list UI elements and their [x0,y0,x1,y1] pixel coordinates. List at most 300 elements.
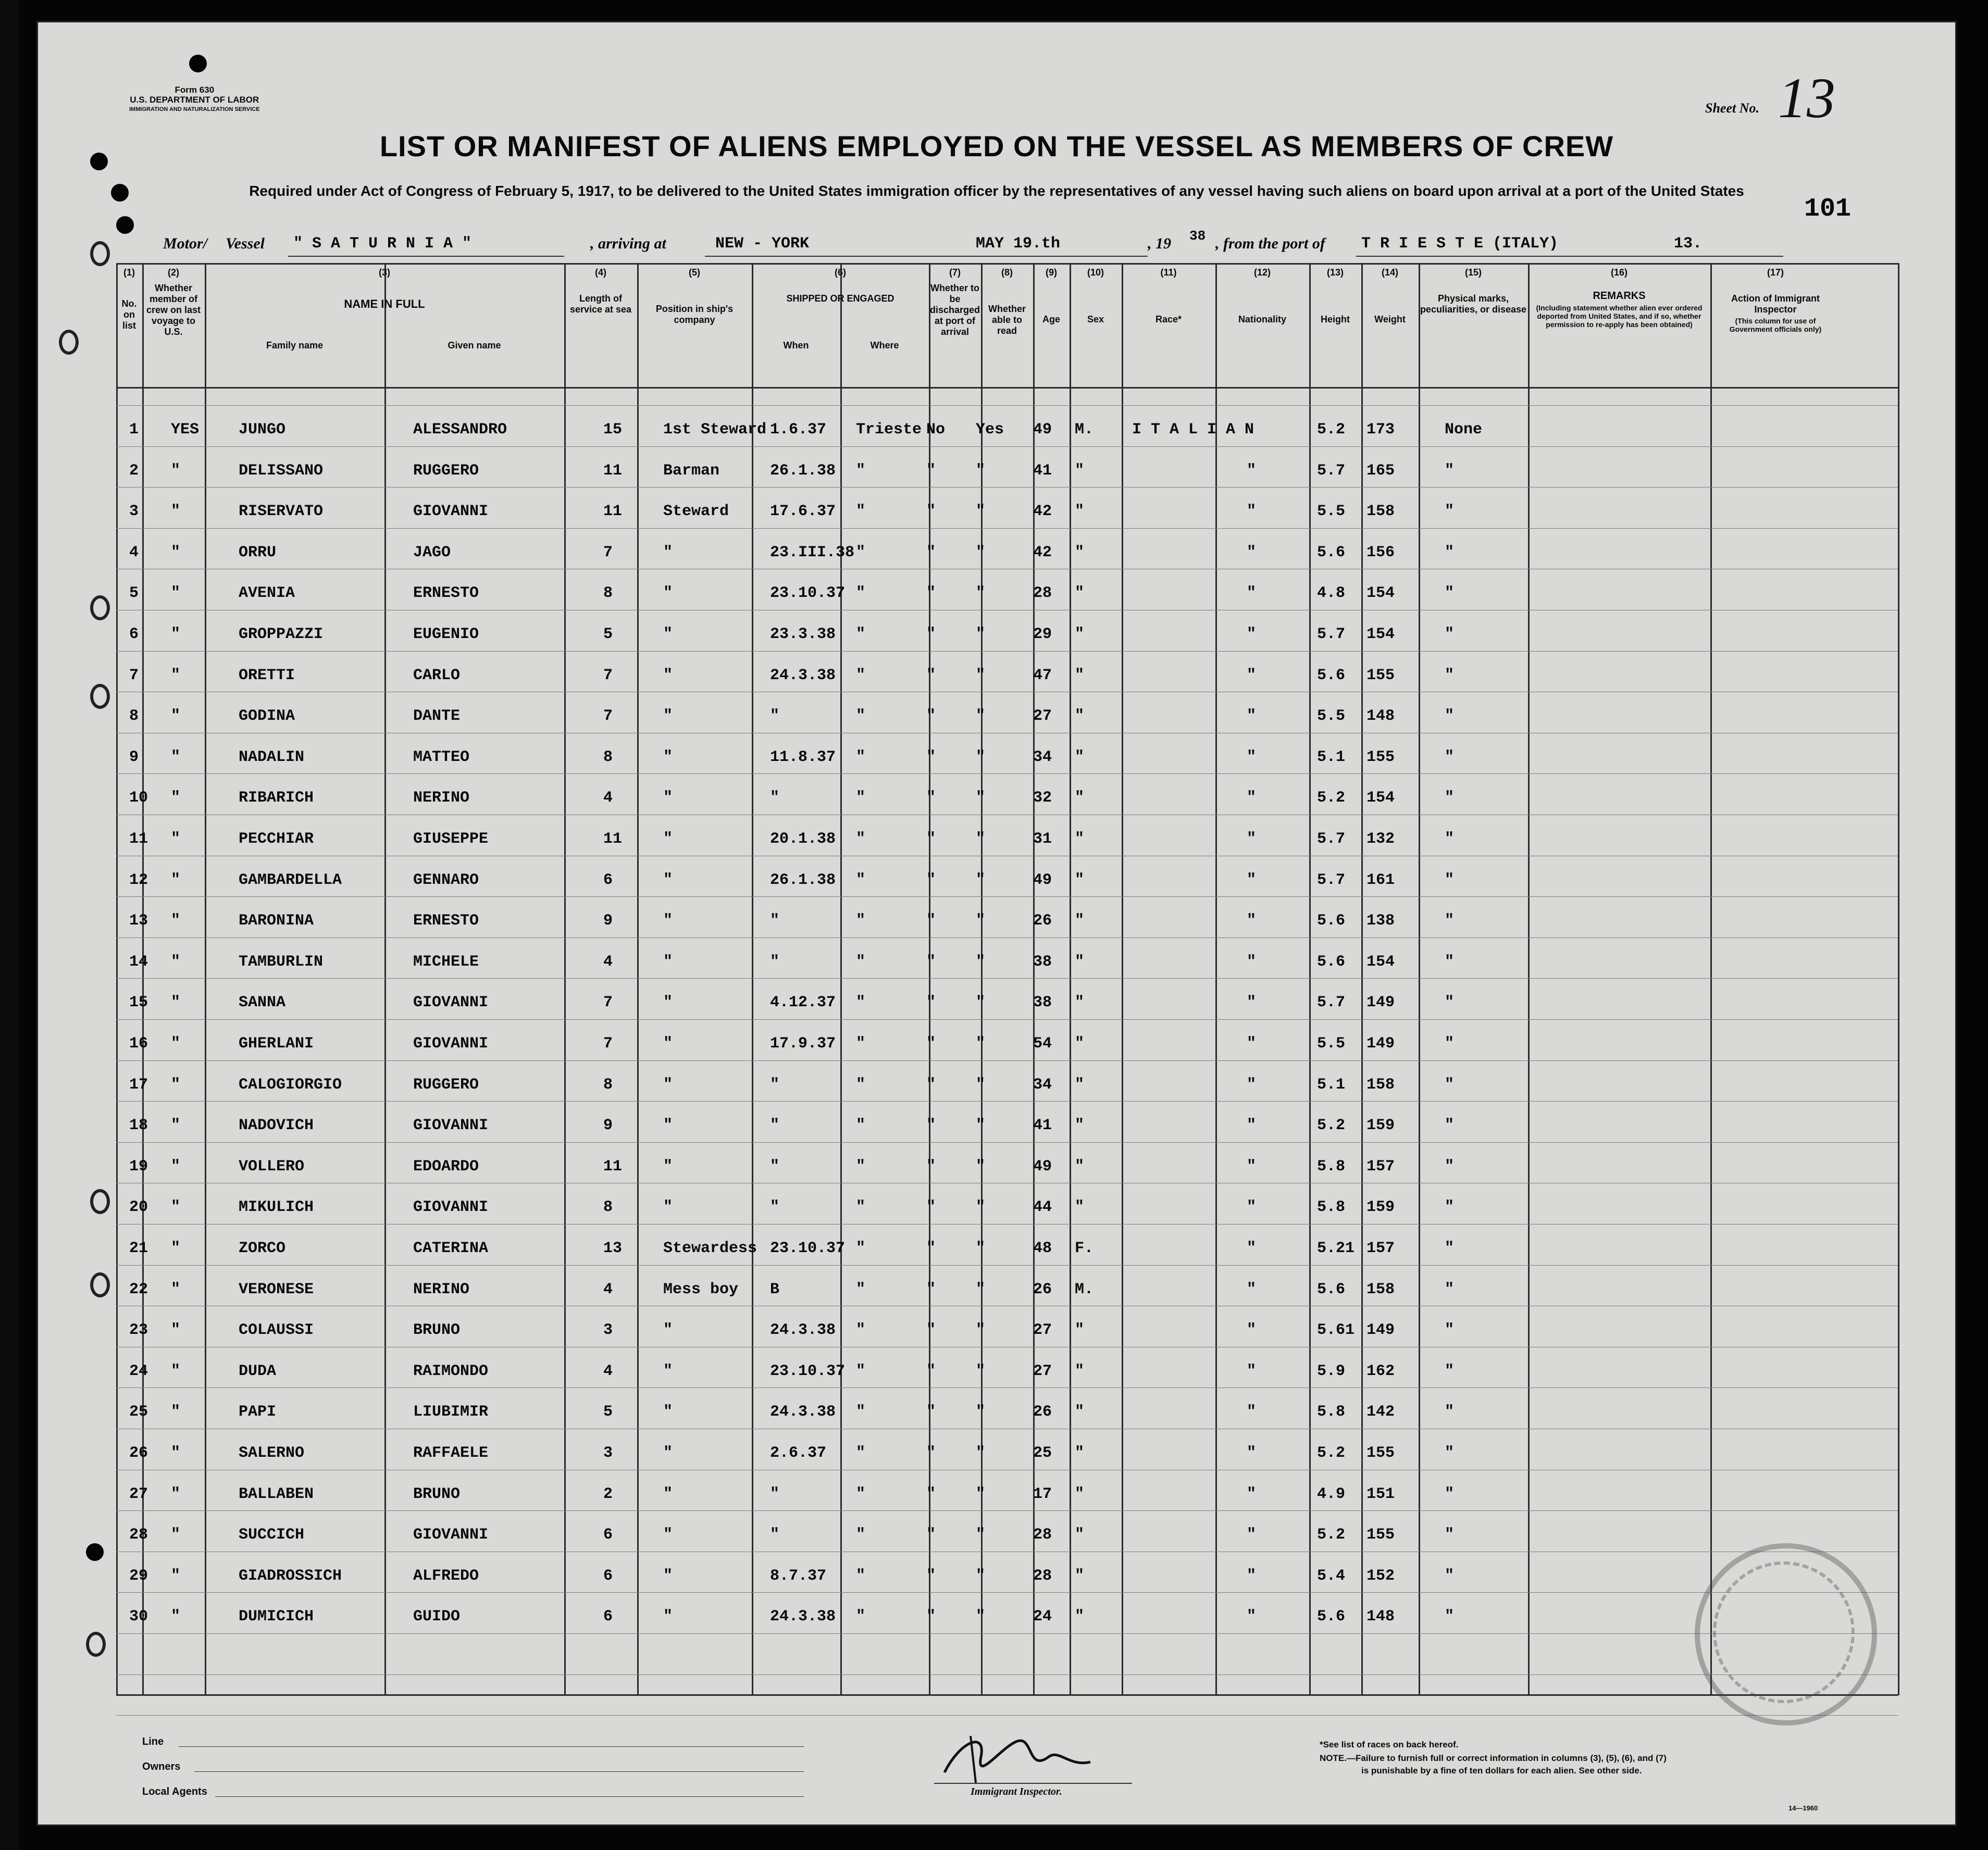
table-column-rule [1710,263,1712,1695]
table-column-rule [637,263,639,1695]
row-8-cell-17: " [1445,707,1455,726]
row-21-cell-8: " [856,1240,866,1257]
row-26-cell-10: " [976,1444,986,1462]
row-27-cell-8: " [856,1485,866,1503]
row-15-cell-2: " [171,994,181,1012]
row-29-cell-11: 28 [1033,1567,1052,1585]
table-row-rule [116,1060,1898,1061]
row-24-cell-3: DUDA [239,1362,277,1380]
row-6-cell-10: " [976,626,986,643]
row-27-cell-10: " [976,1485,986,1503]
row-14-cell-14: " [1247,953,1257,971]
row-10-cell-8: " [856,789,866,807]
table-column-rule [1361,263,1363,1695]
row-3-cell-10: " [976,503,986,521]
row-1-cell-10: Yes [976,421,1004,439]
row-4-cell-9: " [926,543,936,561]
row-12-cell-11: 49 [1033,871,1052,889]
row-28-cell-16: 155 [1366,1526,1395,1544]
row-25-cell-16: 142 [1366,1403,1395,1421]
row-2-cell-8: " [856,461,866,480]
row-21-cell-14: " [1247,1240,1257,1257]
row-29-cell-17: " [1445,1567,1455,1585]
service: IMMIGRATION AND NATURALIZATION SERVICE [129,106,260,113]
row-23-cell-7: 24.3.38 [770,1321,836,1340]
col-header-action: Action of Immigrant Inspector [1731,293,1820,315]
col-num-3: (3) [379,267,390,278]
row-20-cell-3: MIKULICH [239,1198,314,1217]
row-26-cell-4: RAFFAELE [413,1444,489,1462]
form-block [129,85,260,115]
from-label: , from the port of [1215,235,1325,252]
table-column-rule [752,263,753,1695]
row-2-cell-4: RUGGERO [413,461,479,480]
row-16-cell-2: " [171,1035,181,1053]
row-19-cell-11: 49 [1033,1157,1052,1176]
row-2-cell-9: " [926,461,936,480]
year-prefix: , 19 [1148,235,1171,252]
form-code: 14—1960 [1788,1804,1818,1812]
row-21-cell-3: ZORCO [239,1240,286,1257]
row-26-cell-2: " [171,1444,181,1462]
row-26-cell-14: " [1247,1444,1257,1462]
col-header-sex: Sex [1087,314,1104,324]
row-8-cell-7: " [770,707,780,726]
row-8-cell-4: DANTE [413,707,461,726]
row-28-cell-3: SUCCICH [239,1526,305,1544]
row-20-cell-2: " [171,1198,181,1217]
row-17-cell-4: RUGGERO [413,1076,479,1094]
row-19-cell-8: " [856,1157,866,1176]
row-5-cell-9: " [926,584,936,603]
row-28-cell-15: 5.2 [1317,1526,1346,1544]
row-2-cell-11: 41 [1033,461,1052,480]
row-26-cell-16: 155 [1366,1444,1395,1462]
row-26-cell-15: 5.2 [1317,1444,1346,1462]
row-3-cell-11: 42 [1033,503,1052,521]
row-6-cell-9: " [926,626,936,643]
col-header-position: Position in ship's company [655,304,734,325]
row-19-cell-15: 5.8 [1317,1157,1346,1176]
col-header-member: Whether member of crew on last voyage to U.S. [146,283,201,337]
row-29-cell-1: 29 [129,1567,148,1585]
row-17-cell-8: " [856,1076,866,1094]
row-25-cell-12: " [1075,1403,1085,1421]
row-16-cell-15: 5.5 [1317,1035,1346,1053]
row-24-cell-5: 4 [603,1362,613,1380]
row-16-cell-6: " [663,1035,673,1053]
table-row-rule [116,1592,1898,1593]
row-24-cell-4: RAIMONDO [413,1362,489,1380]
row-4-cell-16: 156 [1366,543,1395,561]
from-port: T R I E S T E (ITALY) [1361,235,1559,253]
row-8-cell-5: 7 [603,707,613,726]
row-1-cell-17: None [1445,421,1483,439]
row-27-cell-1: 27 [129,1485,148,1503]
row-23-cell-11: 27 [1033,1321,1052,1340]
row-23-cell-16: 149 [1366,1321,1395,1340]
row-25-cell-15: 5.8 [1317,1403,1346,1421]
row-4-cell-2: " [171,543,181,561]
row-19-cell-5: 11 [603,1157,623,1176]
row-12-cell-12: " [1075,871,1085,889]
row-7-cell-5: 7 [603,666,613,684]
row-20-cell-5: 8 [603,1198,613,1217]
row-12-cell-5: 6 [603,871,613,889]
row-13-cell-1: 13 [129,912,148,930]
row-16-cell-1: 16 [129,1035,148,1053]
row-9-cell-7: 11.8.37 [770,748,836,766]
row-30-cell-17: " [1445,1608,1455,1626]
row-8-cell-1: 8 [129,707,139,726]
row-18-cell-17: " [1445,1117,1455,1135]
table-column-rule [840,263,842,1695]
punch-hole [189,55,207,72]
row-16-cell-17: " [1445,1035,1455,1053]
row-8-cell-11: 27 [1033,707,1052,726]
row-15-cell-12: " [1075,994,1085,1012]
row-22-cell-5: 4 [603,1280,613,1298]
motor-label: Motor/ [163,235,208,252]
row-16-cell-14: " [1247,1035,1257,1053]
row-5-cell-16: 154 [1366,584,1395,603]
row-25-cell-9: " [926,1403,936,1421]
row-2-cell-5: 11 [603,461,623,480]
row-11-cell-8: " [856,830,866,848]
row-28-cell-6: " [663,1526,673,1544]
row-12-cell-9: " [926,871,936,889]
row-21-cell-6: Stewardess [663,1240,757,1257]
row-28-cell-12: " [1075,1526,1085,1544]
row-15-cell-4: GIOVANNI [413,994,489,1012]
row-22-cell-4: NERINO [413,1280,470,1298]
col-header-nationality: Nationality [1238,314,1286,324]
row-11-cell-15: 5.7 [1317,830,1346,848]
col-header-discharged: Whether to be discharged at port of arrival [929,283,980,337]
row-2-cell-6: Barman [663,461,720,480]
row-7-cell-11: 47 [1033,666,1052,684]
row-16-cell-10: " [976,1035,986,1053]
row-10-cell-10: " [976,789,986,807]
col-header-physical: Physical marks, peculiarities, or disease [1420,293,1527,315]
row-11-cell-3: PECCHIAR [239,830,314,848]
row-1-cell-3: JUNGO [239,421,286,439]
row-15-cell-16: 149 [1366,994,1395,1012]
row-6-cell-4: EUGENIO [413,626,479,643]
row-1-cell-9: No [926,421,946,439]
row-3-cell-16: 158 [1366,503,1395,521]
row-30-cell-5: 6 [603,1608,613,1626]
row-11-cell-17: " [1445,830,1455,848]
row-28-cell-10: " [976,1526,986,1544]
row-15-cell-10: " [976,994,986,1012]
row-13-cell-14: " [1247,912,1257,930]
row-12-cell-1: 12 [129,871,148,889]
row-30-cell-16: 148 [1366,1608,1395,1626]
row-13-cell-8: " [856,912,866,930]
row-11-cell-12: " [1075,830,1085,848]
row-10-cell-15: 5.2 [1317,789,1346,807]
row-23-cell-10: " [976,1321,986,1340]
row-13-cell-2: " [171,912,181,930]
row-8-cell-15: 5.5 [1317,707,1346,726]
row-28-cell-17: " [1445,1526,1455,1544]
col-num-8: (8) [1001,267,1013,278]
row-16-cell-8: " [856,1035,866,1053]
binder-ring [90,1189,110,1214]
col-num-1: (1) [123,267,135,278]
row-18-cell-7: " [770,1117,780,1135]
row-3-cell-3: RISERVATO [239,503,324,521]
row-9-cell-3: NADALIN [239,748,305,766]
row-2-cell-12: " [1075,461,1085,480]
table-row-rule [116,405,1898,406]
row-30-cell-3: DUMICICH [239,1608,314,1626]
row-16-cell-9: " [926,1035,936,1053]
row-21-cell-12: F. [1075,1240,1094,1257]
row-13-cell-12: " [1075,912,1085,930]
row-3-cell-12: " [1075,503,1085,521]
row-14-cell-8: " [856,953,866,971]
row-10-cell-7: " [770,789,780,807]
row-14-cell-7: " [770,953,780,971]
department: U.S. DEPARTMENT OF LABOR [130,95,259,105]
row-20-cell-14: " [1247,1198,1257,1217]
row-20-cell-17: " [1445,1198,1455,1217]
row-6-cell-16: 154 [1366,626,1395,643]
row-7-cell-7: 24.3.38 [770,666,836,684]
row-15-cell-15: 5.7 [1317,994,1346,1012]
row-16-cell-3: GHERLANI [239,1035,314,1053]
row-26-cell-3: SALERNO [239,1444,305,1462]
row-2-cell-15: 5.7 [1317,461,1346,480]
row-12-cell-7: 26.1.38 [770,871,836,889]
row-10-cell-3: RIBARICH [239,789,314,807]
row-20-cell-9: " [926,1198,936,1217]
row-1-cell-1: 1 [129,421,139,439]
row-9-cell-17: " [1445,748,1455,766]
table-row-rule [116,387,1898,389]
table-row-rule [116,773,1898,774]
row-9-cell-4: MATTEO [413,748,470,766]
row-3-cell-4: GIOVANNI [413,503,489,521]
row-18-cell-10: " [976,1117,986,1135]
row-13-cell-17: " [1445,912,1455,930]
row-23-cell-15: 5.61 [1317,1321,1355,1340]
col-header-age: Age [1042,314,1060,324]
row-6-cell-2: " [171,626,181,643]
row-7-cell-12: " [1075,666,1085,684]
row-8-cell-6: " [663,707,673,726]
row-16-cell-12: " [1075,1035,1085,1053]
row-5-cell-4: ERNESTO [413,584,479,603]
row-5-cell-1: 5 [129,584,139,603]
arriving-label: , arriving at [590,235,666,252]
row-5-cell-8: " [856,584,866,603]
row-8-cell-3: GODINA [239,707,295,726]
binder-ring [90,684,110,709]
table-column-rule [1122,263,1123,1695]
row-15-cell-7: 4.12.37 [770,994,836,1012]
row-25-cell-17: " [1445,1403,1455,1421]
row-28-cell-1: 28 [129,1526,148,1544]
row-5-cell-12: " [1075,584,1085,603]
row-19-cell-1: 19 [129,1157,148,1176]
row-26-cell-1: 26 [129,1444,148,1462]
row-4-cell-4: JAGO [413,543,451,561]
row-23-cell-17: " [1445,1321,1455,1340]
row-11-cell-11: 31 [1033,830,1052,848]
row-7-cell-4: CARLO [413,666,461,684]
row-11-cell-16: 132 [1366,830,1395,848]
col-num-14: (14) [1381,267,1398,278]
row-22-cell-16: 158 [1366,1280,1395,1298]
col-header-remarks-note: (Including statement whether alien ever ordered deported from United States, and if so, whether permission to re-apply has been obtained) [1536,304,1703,329]
row-27-cell-15: 4.9 [1317,1485,1346,1503]
row-20-cell-8: " [856,1198,866,1217]
row-15-cell-11: 38 [1033,994,1052,1012]
row-17-cell-11: 34 [1033,1076,1052,1094]
row-1-cell-8: Trieste [856,421,922,439]
col-header-weight: Weight [1374,314,1406,324]
row-15-cell-17: " [1445,994,1455,1012]
table-row-rule [116,528,1898,529]
row-13-cell-15: 5.6 [1317,912,1346,930]
manifest-table [116,263,1898,1695]
row-25-cell-3: PAPI [239,1403,277,1421]
row-10-cell-6: " [663,789,673,807]
binder-ring [90,241,110,266]
row-20-cell-1: 20 [129,1198,148,1217]
row-4-cell-10: " [976,543,986,561]
row-28-cell-7: " [770,1526,780,1544]
row-18-cell-2: " [171,1117,181,1135]
row-7-cell-16: 155 [1366,666,1395,684]
row-2-cell-16: 165 [1366,461,1395,480]
row-27-cell-9: " [926,1485,936,1503]
row-21-cell-1: 21 [129,1240,148,1257]
row-8-cell-9: " [926,707,936,726]
table-column-rule [1419,263,1420,1695]
row-11-cell-5: 11 [603,830,623,848]
row-22-cell-7: B [770,1280,780,1298]
col-num-12: (12) [1253,267,1271,278]
row-25-cell-4: LIUBIMIR [413,1403,489,1421]
row-10-cell-1: 10 [129,789,148,807]
row-3-cell-8: " [856,503,866,521]
row-18-cell-14: " [1247,1117,1257,1135]
row-7-cell-8: " [856,666,866,684]
row-7-cell-1: 7 [129,666,139,684]
row-3-cell-17: " [1445,503,1455,521]
row-8-cell-14: " [1247,707,1257,726]
col-num-2: (2) [168,267,179,278]
row-19-cell-3: VOLLERO [239,1157,305,1176]
row-1-cell-7: 1.6.37 [770,421,827,439]
row-14-cell-6: " [663,953,673,971]
row-26-cell-17: " [1445,1444,1455,1462]
row-20-cell-7: " [770,1198,780,1217]
row-3-cell-14: " [1247,503,1257,521]
row-30-cell-12: " [1075,1608,1085,1626]
row-20-cell-10: " [976,1198,986,1217]
row-14-cell-3: TAMBURLIN [239,953,324,971]
col-header-where: Where [870,340,899,351]
sheet-number: 13 [1778,66,1835,130]
row-3-cell-9: " [926,503,936,521]
row-11-cell-14: " [1247,830,1257,848]
row-29-cell-14: " [1247,1567,1257,1585]
table-row-rule [116,1142,1898,1143]
row-15-cell-14: " [1247,994,1257,1012]
row-22-cell-1: 22 [129,1280,148,1298]
row-3-cell-2: " [171,503,181,521]
row-25-cell-11: 26 [1033,1403,1052,1421]
row-30-cell-4: GUIDO [413,1608,461,1626]
row-18-cell-1: 18 [129,1117,148,1135]
row-4-cell-12: " [1075,543,1085,561]
binder-ring [90,1272,110,1297]
page-code: 101 [1804,194,1852,224]
row-24-cell-11: 27 [1033,1362,1052,1380]
row-22-cell-9: " [926,1280,936,1298]
binder-ring [86,1632,106,1657]
row-17-cell-2: " [171,1076,181,1094]
row-11-cell-10: " [976,830,986,848]
row-19-cell-16: 157 [1366,1157,1395,1176]
row-7-cell-15: 5.6 [1317,666,1346,684]
col-header-name: NAME IN FULL [344,297,425,310]
row-28-cell-14: " [1247,1526,1257,1544]
row-3-cell-7: 17.6.37 [770,503,836,521]
row-12-cell-15: 5.7 [1317,871,1346,889]
row-14-cell-12: " [1075,953,1085,971]
table-column-rule [564,263,566,1695]
row-2-cell-10: " [976,461,986,480]
row-23-cell-2: " [171,1321,181,1340]
row-8-cell-10: " [976,707,986,726]
row-30-cell-1: 30 [129,1608,148,1626]
row-24-cell-10: " [976,1362,986,1380]
row-19-cell-12: " [1075,1157,1085,1176]
row-18-cell-4: GIOVANNI [413,1117,489,1135]
row-30-cell-9: " [926,1608,936,1626]
row-9-cell-5: 8 [603,748,613,766]
row-18-cell-15: 5.2 [1317,1117,1346,1135]
vessel-name: " S A T U R N I A " [293,235,472,253]
row-14-cell-11: 38 [1033,953,1052,971]
col-header-race: Race* [1155,314,1182,324]
row-29-cell-9: " [926,1567,936,1585]
row-5-cell-14: " [1247,584,1257,603]
inspector-signature [924,1710,1111,1793]
row-28-cell-4: GIOVANNI [413,1526,489,1544]
row-17-cell-6: " [663,1076,673,1094]
row-21-cell-17: " [1445,1240,1455,1257]
row-29-cell-10: " [976,1567,986,1585]
footer-owners-label: Owners [142,1761,181,1772]
row-15-cell-6: " [663,994,673,1012]
row-5-cell-15: 4.8 [1317,584,1346,603]
row-27-cell-4: BRUNO [413,1485,461,1503]
row-24-cell-7: 23.10.37 [770,1362,846,1380]
row-21-cell-4: CATERINA [413,1240,489,1257]
row-22-cell-12: M. [1075,1280,1094,1298]
row-9-cell-1: 9 [129,748,139,766]
row-29-cell-5: 6 [603,1567,613,1585]
col-num-6: (6) [835,267,846,278]
row-5-cell-6: " [663,584,673,603]
